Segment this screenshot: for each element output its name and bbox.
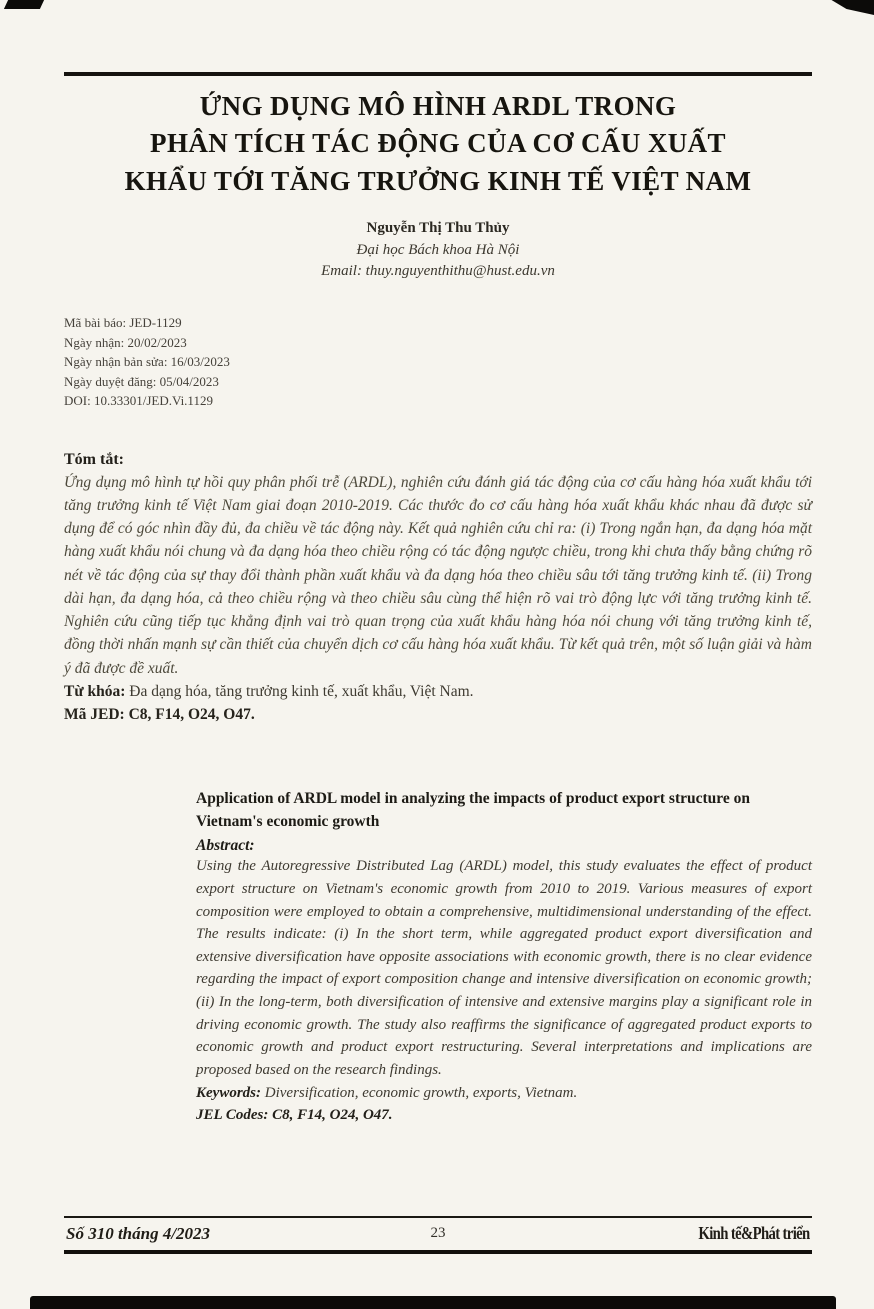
page-content <box>64 0 812 1127</box>
jed-code-line: Mã JED: C8, F14, O24, O47. <box>64 706 255 724</box>
scan-artifact-top-left <box>4 0 44 9</box>
author-email: Email: thuy.nguyenthithu@hust.edu.vn <box>321 263 555 280</box>
abstract-english-section <box>196 788 812 1126</box>
journal-logo: Kinh tế&Phát triển <box>698 1223 810 1243</box>
meta-article-id: Mã bài báo: JED-1129 <box>64 315 182 331</box>
footer-row <box>66 1223 810 1244</box>
abstract-vi-heading: Tóm tắt: <box>64 450 124 468</box>
article-metadata <box>64 313 812 411</box>
keywords-vi-line <box>64 680 812 703</box>
abstract-vietnamese-section <box>64 451 812 727</box>
article-title-line-1: ỨNG DỤNG MÔ HÌNH ARDL TRONG <box>199 91 677 121</box>
meta-revised-date: Ngày nhận bản sửa: 16/03/2023 <box>64 354 230 370</box>
author-block <box>64 218 812 283</box>
abstract-en-heading: Application of ARDL model in analyzing the impacts of product export structure on Vietnam's economic growth <box>196 790 750 830</box>
article-title-line-2: PHÂN TÍCH TÁC ĐỘNG CỦA CƠ CẤU XUẤT <box>150 128 726 159</box>
keywords-en-label: Keywords: <box>196 1084 261 1101</box>
scan-artifact-top-right <box>824 0 874 15</box>
meta-received-date: Ngày nhận: 20/02/2023 <box>64 334 187 350</box>
footer-journal-block <box>562 1223 810 1244</box>
title-divider-rule <box>64 72 812 76</box>
footer-issue-label: Số 310 tháng 4/2023 <box>66 1223 211 1243</box>
article-title <box>64 88 812 200</box>
meta-accepted-date: Ngày duyệt đăng: 05/04/2023 <box>64 373 219 389</box>
meta-doi: DOI: 10.33301/JED.Vi.1129 <box>64 393 213 409</box>
keywords-en-text: Diversification, economic growth, exports, Vietnam. <box>261 1084 578 1101</box>
author-affiliation: Đại học Bách khoa Hà Nội <box>356 241 520 258</box>
article-title-line-3: KHẨU TỚI TĂNG TRƯỞNG KINH TẾ VIỆT NAM <box>124 165 752 196</box>
keywords-en-line <box>196 1082 812 1105</box>
author-name: Nguyễn Thị Thu Thủy <box>366 219 510 236</box>
abstract-en-label: Abstract: <box>196 837 255 855</box>
abstract-en-body: Using the Autoregressive Distributed Lag (ARDL) model, this study evaluates the effect of product export structure on Vietnam's economic growth from 2010 to 2019. Various measures of export composition were employed to obtain a comprehensive, multidimensional understanding of the effect. The results indicate: (i) In the short term, while aggregated product export diversification and extensive diversification have opposite associations with economic growth, there is no clear evidence regarding the impact of export composition change and intensive diversification on economic growth; (ii) In the long-term, both diversification of intensive and extensive margins play a significant role in driving economic growth. The study also reaffirms the significance of aggregated product exports to economic growth and product export restructuring. Several interpretations and implications are proposed based on the research findings. <box>196 858 812 1079</box>
footer-page-number: 23 <box>430 1225 446 1241</box>
keywords-vi-text: Đa dạng hóa, tăng trưởng kinh tế, xuất khẩu, Việt Nam. <box>125 682 474 700</box>
keywords-vi-label: Từ khóa: <box>64 682 126 700</box>
jel-codes-line: JEL Codes: C8, F14, O24, O47. <box>196 1107 393 1124</box>
scan-artifact-bottom-bar <box>30 1296 836 1309</box>
abstract-vi-body: Ứng dụng mô hình tự hồi quy phân phối trễ (ARDL), nghiên cứu đánh giá tác động của cơ cấu hàng hóa xuất khẩu tới tăng trưởng kinh tế Việt Nam giai đoạn 2010-2019. Các thước đo cơ cấu hàng hóa xuất khẩu khác nhau đã được sử dụng để có góc nhìn đầy đủ, đa chiều về tác động này. Kết quả nghiên cứu chỉ ra: (i) Trong ngắn hạn, đa dạng hóa mặt hàng xuất khẩu nói chung và đa dạng hóa theo chiều rộng có tác động ngược chiều, trong khi chưa thấy bằng chứng rõ nét về tác động của sự thay đổi thành phần xuất khẩu và đa dạng hóa theo chiều sâu tới tăng trưởng kinh tế. (ii) Trong dài hạn, đa dạng hóa, cả theo chiều rộng và theo chiều sâu cùng thể hiện rõ vai trò động lực với tăng trưởng kinh tế. Nghiên cứu cũng tiếp tục khẳng định vai trò quan trọng của xuất khẩu hàng hóa nói chung với tăng trưởng kinh tế, đồng thời nhấn mạnh sự cần thiết của chuyển dịch cơ cấu hàng hóa xuất khẩu. Từ kết quả trên, một số luận giải và hàm ý đã được đề xuất. <box>64 473 812 677</box>
page-footer <box>64 1216 812 1254</box>
